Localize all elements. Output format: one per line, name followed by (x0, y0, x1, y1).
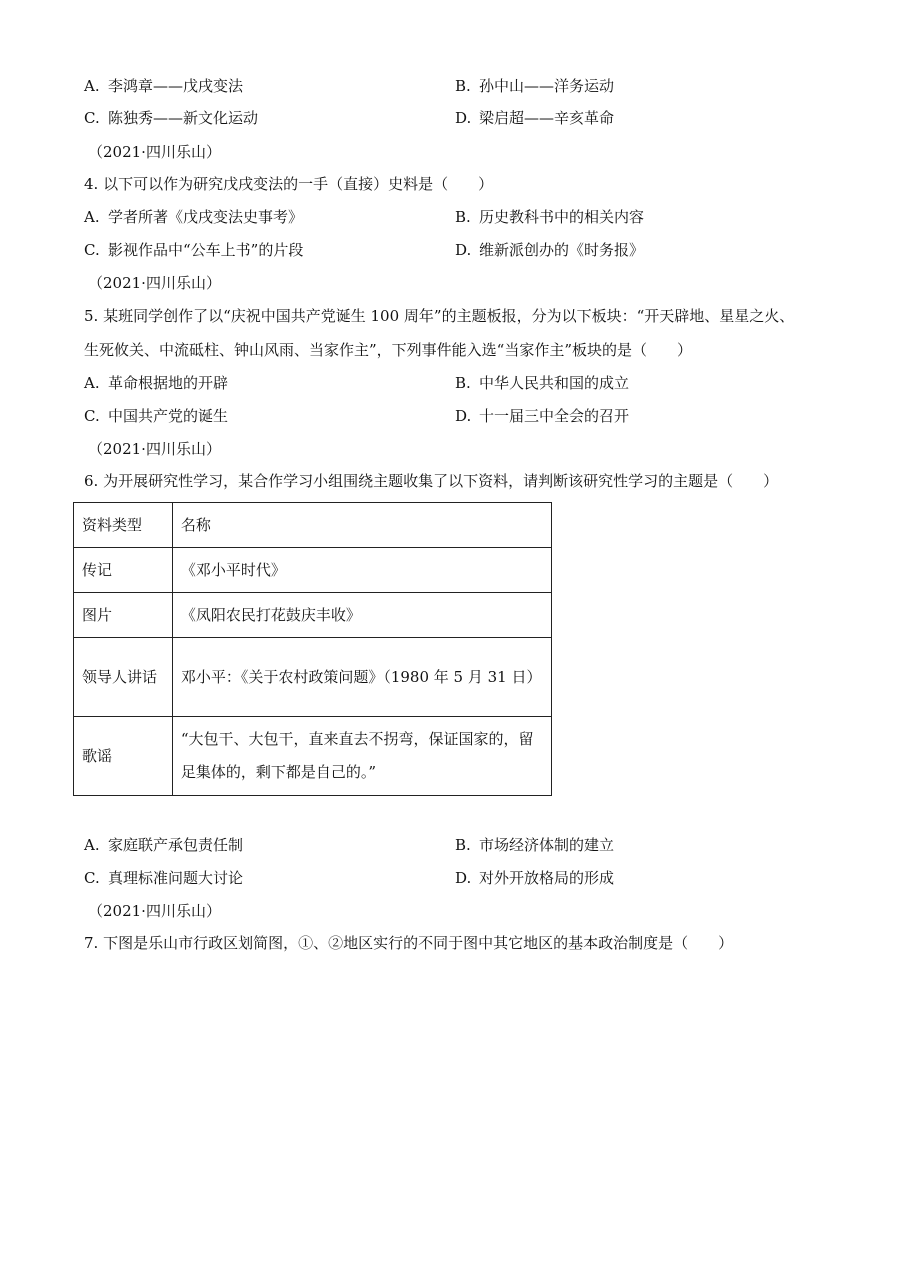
option-text: 真理标准问题大讨论 (108, 869, 244, 887)
option-letter: B. (455, 208, 471, 226)
table-cell: “大包干、大包干，直来直去不拐弯，保证国家的，留足集体的，剩下都是自己的。” (172, 717, 551, 796)
source-material-table (73, 502, 552, 796)
table-cell: 邓小平：《关于农村政策问题》（1980 年 5 月 31 日） (172, 638, 551, 717)
question-source: （2021·四川乐山） (88, 274, 221, 292)
option-text: 中华人民共和国的成立 (479, 374, 630, 392)
option-c (84, 240, 303, 260)
option-a (84, 207, 303, 227)
question-stem-line-1: 5. 某班同学创作了以“庆祝中国共产党诞生 100 周年”的主题板报，分为以下板块：“开天辟地、星星之火、 (84, 307, 795, 325)
option-a (84, 373, 228, 393)
table-row (74, 638, 552, 717)
table-row (74, 717, 552, 796)
option-letter: A. (84, 836, 100, 854)
table-cell: 《邓小平时代》 (172, 548, 551, 593)
option-b (455, 835, 614, 855)
option-text: 李鸿章——戊戌变法 (108, 77, 244, 95)
option-letter: D. (455, 241, 472, 259)
option-letter: D. (455, 109, 472, 127)
option-letter: A. (84, 208, 100, 226)
option-c (84, 406, 228, 426)
option-letter: B. (455, 374, 471, 392)
option-d (455, 240, 644, 260)
option-text: 中国共产党的诞生 (108, 407, 229, 425)
option-letter: D. (455, 869, 472, 887)
option-letter: C. (84, 241, 100, 259)
option-letter: B. (455, 77, 471, 95)
option-b (455, 76, 614, 96)
table-cell: 传记 (74, 548, 173, 593)
question-stem: 7. 下图是乐山市行政区划简图，①、②地区实行的不同于图中其它地区的基本政治制度是（ ） (84, 934, 734, 952)
option-letter: C. (84, 407, 100, 425)
table-cell: 图片 (74, 593, 173, 638)
question-stem-line-2: 生死攸关、中流砥柱、钟山风雨、当家作主”，下列事件能入选“当家作主”板块的是（ ） (84, 341, 693, 359)
option-text: 市场经济体制的建立 (479, 836, 615, 854)
table-header-row (74, 503, 552, 548)
option-d (455, 868, 614, 888)
option-d (455, 406, 629, 426)
option-text: 学者所著《戊戌变法史事考》 (108, 208, 304, 226)
table-header-cell: 资料类型 (74, 503, 173, 548)
option-letter: D. (455, 407, 472, 425)
option-text: 十一届三中全会的召开 (479, 407, 630, 425)
option-letter: C. (84, 869, 100, 887)
option-letter: C. (84, 109, 100, 127)
option-c (84, 868, 243, 888)
option-letter: A. (84, 374, 100, 392)
option-text: 陈独秀——新文化运动 (108, 109, 259, 127)
question-source: （2021·四川乐山） (88, 902, 221, 920)
table-row (74, 548, 552, 593)
option-letter: A. (84, 77, 100, 95)
question-stem: 6. 为开展研究性学习，某合作学习小组围绕主题收集了以下资料，请判断该研究性学习的主题是（ ） (84, 472, 779, 490)
option-text: 家庭联产承包责任制 (108, 836, 244, 854)
option-b (455, 373, 629, 393)
option-letter: B. (455, 836, 471, 854)
option-text: 革命根据地的开辟 (108, 374, 229, 392)
question-stem: 4. 以下可以作为研究戊戌变法的一手（直接）史料是（ ） (84, 175, 494, 193)
table-header-cell: 名称 (172, 503, 551, 548)
option-text: 影视作品中“公车上书”的片段 (108, 241, 304, 259)
question-source: （2021·四川乐山） (88, 440, 221, 458)
table-cell: 歌谣 (74, 717, 173, 796)
option-text: 对外开放格局的形成 (479, 869, 615, 887)
option-text: 历史教科书中的相关内容 (479, 208, 645, 226)
option-text: 维新派创办的《时务报》 (479, 241, 645, 259)
option-b (455, 207, 644, 227)
table-row (74, 593, 552, 638)
option-a (84, 76, 243, 96)
option-a (84, 835, 243, 855)
option-d (455, 108, 614, 128)
option-text: 孙中山——洋务运动 (479, 77, 615, 95)
option-c (84, 108, 258, 128)
option-text: 梁启超——辛亥革命 (479, 109, 615, 127)
table-cell: 领导人讲话 (74, 638, 173, 717)
question-source: （2021·四川乐山） (88, 143, 221, 161)
table-cell: 《凤阳农民打花鼓庆丰收》 (172, 593, 551, 638)
